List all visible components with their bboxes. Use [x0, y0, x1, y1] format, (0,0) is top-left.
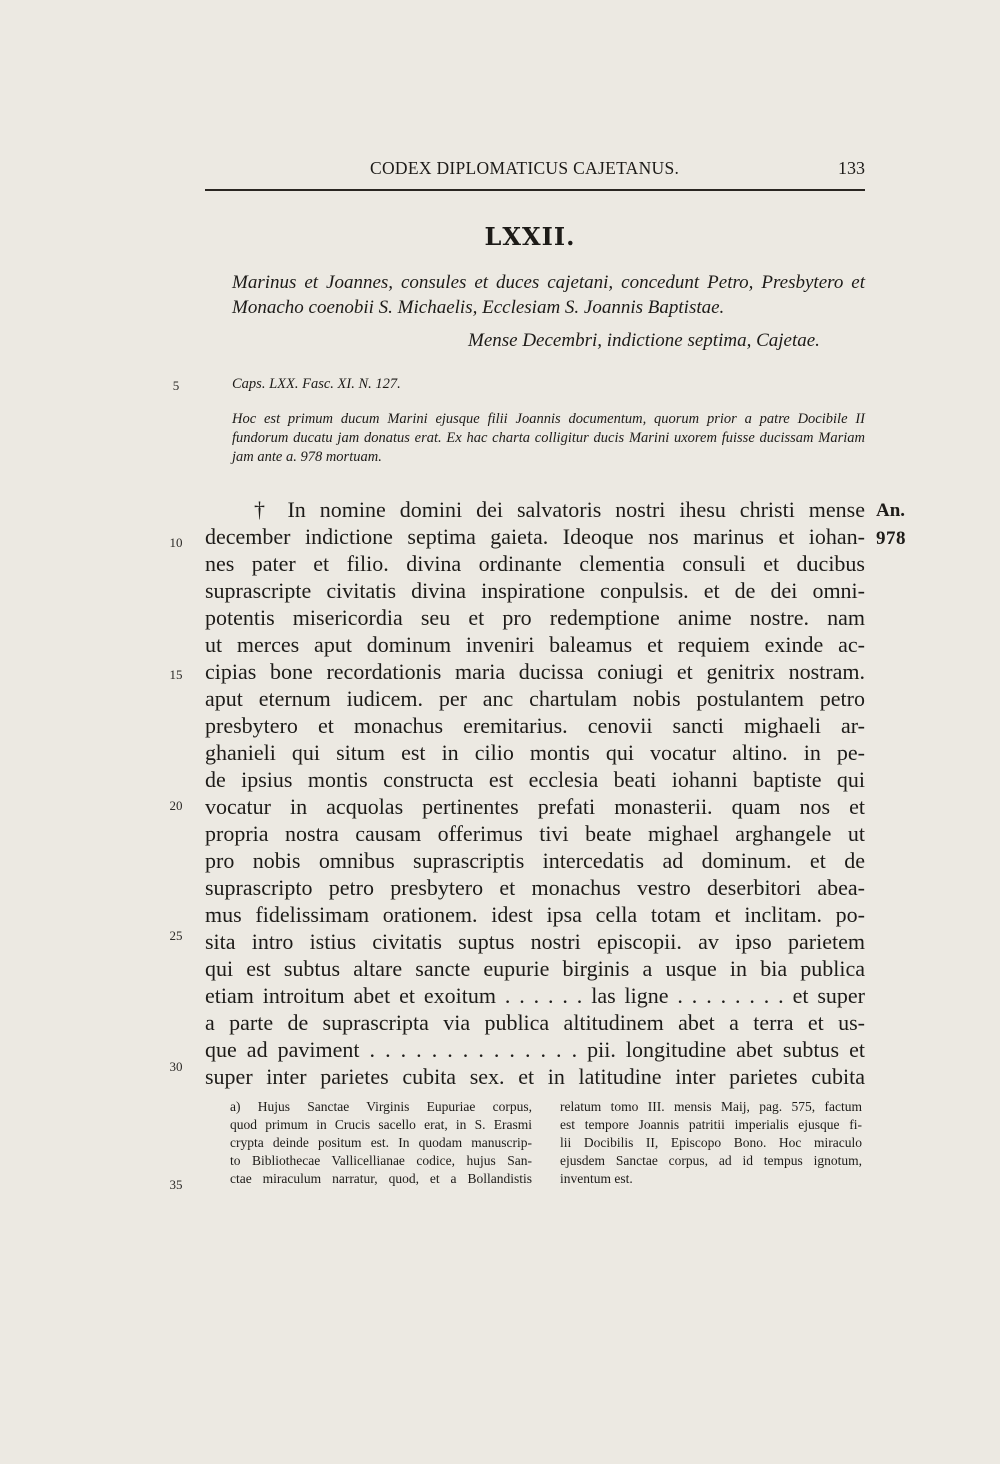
- running-title: CODEX DIPLOMATICUS CAJETANUS.: [370, 158, 680, 178]
- text-line: december indictione septima gaieta. Ideoque nos marinus et iohan-: [205, 524, 865, 549]
- text-line: † In nomine domini dei salvatoris nostri ihesu christi mense: [254, 497, 865, 522]
- text-line: potentis misericordia seu et pro redemptione anime nostre. nam: [205, 605, 865, 630]
- text-line: ghanieli qui situm est in cilio montis qui vocatur altino. in pe-: [205, 740, 865, 765]
- text-line: a parte de suprascripta via publica altitudinem abet a terra et us-: [205, 1010, 865, 1035]
- line-number: 35: [169, 1177, 183, 1192]
- regest-summary: Marinus et Joannes, consules et duces cajetani, concedunt Petro, Presbytero et Monacho coenobii S. Michaelis, Ecclesiam S. Joannis Baptistae.: [232, 272, 865, 318]
- footnote-column-left: [230, 1098, 532, 1188]
- text-line: cipias bone recordationis maria ducissa coniugi et genitrix nostram.: [205, 659, 865, 684]
- footnotes: [230, 1098, 865, 1188]
- text-line: presbytero et monachus eremitarius. cenovii sancti mighaeli ar-: [205, 713, 865, 738]
- text-line: de ipsius montis constructa est ecclesia beati iohanni baptiste qui: [205, 767, 865, 792]
- line-number: 15: [169, 667, 183, 682]
- footnote-line: lii Docibilis II, Episcopo Bono. Hoc miraculo: [560, 1135, 862, 1150]
- line-number: 30: [169, 1059, 183, 1074]
- footnote-line: to Bibliothecae Vallicellianae codice, hujus San-: [230, 1153, 532, 1168]
- editor-note: Hoc est primum ducum Marini ejusque filii Joannis documentum, quorum prior a patre Docibile II fundorum ducatu jam donatus erat. Ex hac charta colligitur ducis Marini uxorem fuisse ducissam Mariam jam ante a. 978 mortuam.: [232, 411, 865, 465]
- text-line: pro nobis omnibus suprascriptis intercedatis ad dominum. et de: [205, 848, 865, 873]
- text-line: vocatur in acquolas pertinentes prefati monasterii. quam nos et: [205, 794, 865, 819]
- text-line: suprascripte civitatis divina inspiratione conpulsis. et de dei omni-: [205, 578, 865, 603]
- text-line: etiam introitum abet et exoitum . . . . . . las ligne . . . . . . . . et super: [205, 983, 865, 1008]
- document-number: LXXII.: [484, 222, 576, 251]
- text-line: nes pater et filio. divina ordinante clementia consuli et ducibus: [205, 551, 865, 576]
- margin-year: 978: [876, 528, 906, 549]
- footnote-line: quod primum in Crucis sacello erat, in S. Erasmi: [230, 1117, 532, 1132]
- text-line: ut merces aput dominum inveniri baleamus et requiem exinde ac-: [205, 632, 865, 657]
- footnote-line: crypta deinde positum est. In quodam manuscrip-: [230, 1135, 532, 1150]
- footnote-line: ctae miraculum narratur, quod, et a Bollandistis: [230, 1171, 532, 1186]
- line-number: 25: [169, 928, 183, 943]
- text-line: super inter parietes cubita sex. et in latitudine inter parietes cubita: [205, 1064, 865, 1089]
- text-line: mus fidelissimam orationem. idest ipsa cella totam et inclitam. po-: [205, 902, 865, 927]
- footnote-line: est tempore Joannis patritii imperialis ejusque fi-: [560, 1117, 862, 1132]
- page-number: 133: [838, 158, 865, 178]
- archive-reference: Caps. LXX. Fasc. XI. N. 127.: [232, 376, 401, 392]
- line-number: 5: [172, 378, 180, 393]
- text-line: suprascripto petro presbytero et monachus vestro deserbitori abea-: [205, 875, 865, 900]
- line-number: 10: [169, 535, 183, 550]
- text-line: que ad paviment . . . . . . . . . . . . . . pii. longitudine abet subtus et: [205, 1037, 865, 1062]
- text-line: aput eternum iudicem. per anc chartulam nobis postulantem petro: [205, 686, 865, 711]
- footnote-line: relatum tomo III. mensis Maij, pag. 575, factum: [560, 1099, 862, 1114]
- line-number: 20: [169, 798, 183, 813]
- footnote-line: inventum est.: [560, 1171, 633, 1186]
- footnote-line: a) Hujus Sanctae Virginis Eupuriae corpus,: [230, 1099, 532, 1114]
- text-line: qui est subtus altare sancte eupurie birginis a usque in bia publica: [205, 956, 865, 981]
- header-rule: [205, 189, 865, 191]
- footnote-line: ejusdem Sanctae corpus, ad id tempus ignotum,: [560, 1153, 862, 1168]
- footnote-column-right: [560, 1098, 862, 1188]
- running-head: [205, 158, 865, 184]
- regest-date-line: Mense Decembri, indictione septima, Cajetae.: [468, 330, 820, 351]
- charter-text: [205, 496, 865, 1090]
- text-line: propria nostra causam offerimus tivi beate mighael arghangele ut: [205, 821, 865, 846]
- text-line: sita intro istius civitatis suptus nostri episcopii. av ipso parietem: [205, 929, 865, 954]
- margin-year-label: An.: [876, 500, 906, 521]
